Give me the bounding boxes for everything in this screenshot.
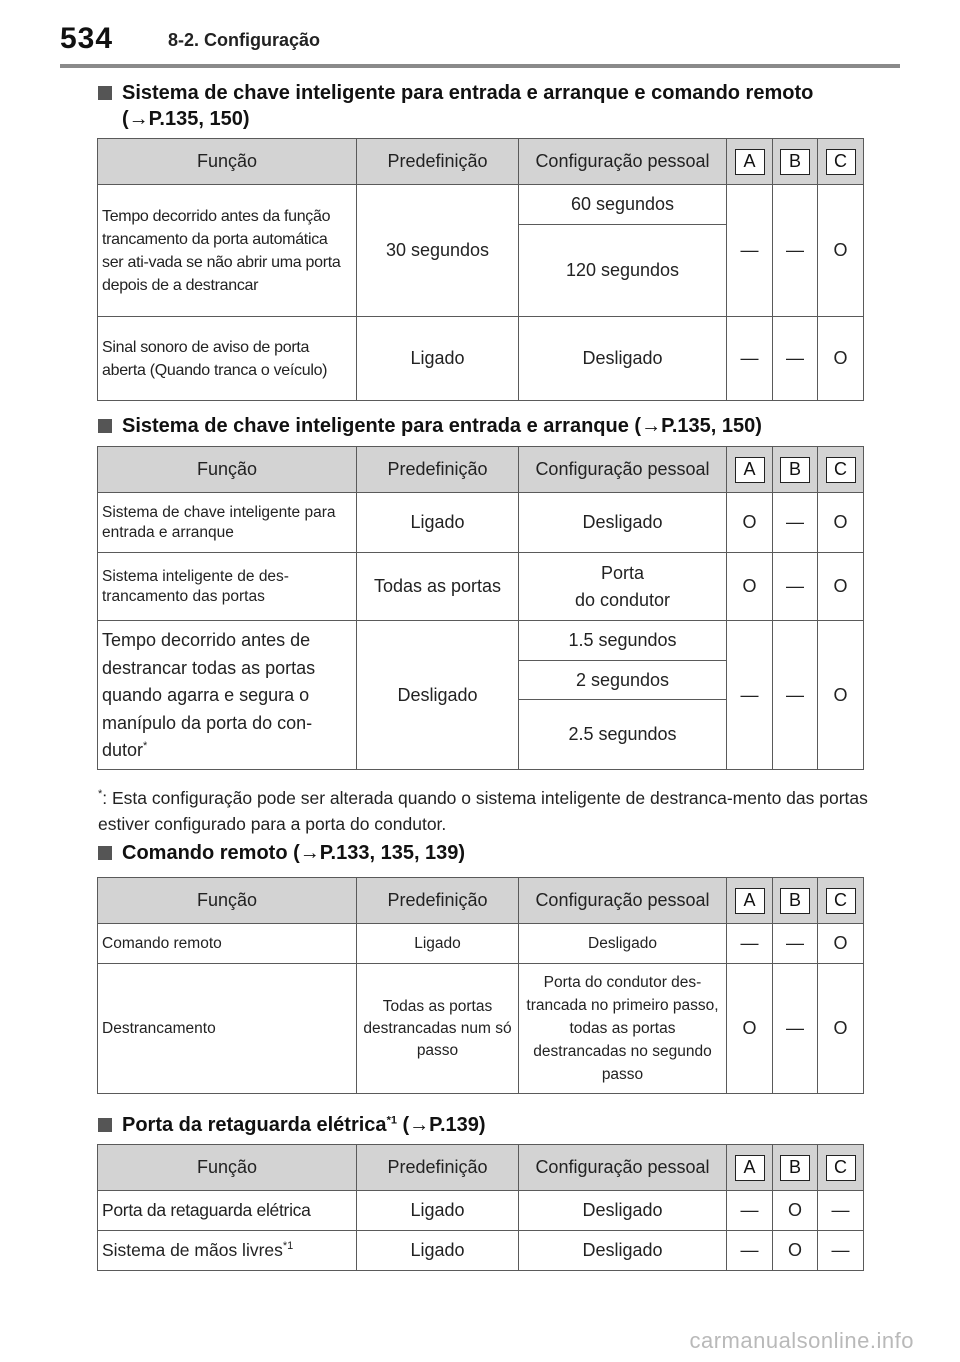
cell-b: — (773, 924, 818, 964)
cell-b: — (773, 964, 818, 1094)
table-remote (97, 877, 864, 1094)
cell-c: O (818, 317, 864, 401)
col-funcao: Função (98, 139, 357, 185)
header-rule (60, 64, 900, 68)
box-a: A (735, 1155, 765, 1181)
table-power-tailgate (97, 1144, 864, 1271)
cell-config: Desligado (519, 1231, 727, 1271)
box-c: C (826, 457, 856, 483)
cell-c: — (818, 1231, 864, 1271)
cell-predef: Desligado (357, 621, 519, 770)
cell-predef: Ligado (357, 1191, 519, 1231)
col-predefinicao: Predefinição (357, 139, 519, 185)
col-c (818, 447, 864, 493)
cell-a: O (727, 553, 773, 621)
cell-func (98, 621, 357, 770)
table-header-row (98, 139, 864, 185)
col-configuracao: Configuração pessoal (519, 1145, 727, 1191)
table-row (98, 1191, 864, 1231)
bullet-square-icon (98, 1118, 112, 1132)
cell-config: Porta do condutor des-trancada no primeiro passo, todas as portas destrancadas no segundo passo (519, 964, 727, 1094)
table-row (98, 621, 864, 661)
col-b (773, 878, 818, 924)
section-heading-smart-key (98, 413, 868, 439)
section-title-ref: (→P.139) (396, 1114, 486, 1136)
cell-a: O (727, 493, 773, 553)
cell-func: Sinal sonoro de aviso de porta aberta (Quando tranca o veículo) (98, 317, 357, 401)
cell-predef: Todas as portas (357, 553, 519, 621)
cell-a: — (727, 1231, 773, 1271)
table-row (98, 553, 864, 621)
cell-func: Sistema inteligente de des-trancamento das portas (98, 553, 357, 621)
cell-predef: 30 segundos (357, 185, 519, 317)
cell-b: — (773, 317, 818, 401)
cell-b: — (773, 185, 818, 317)
col-a (727, 447, 773, 493)
footnote (98, 785, 868, 837)
cell-b: — (773, 621, 818, 770)
config-line: do condutor (574, 589, 671, 610)
cell-option: 2.5 segundos (519, 700, 727, 770)
page-header (0, 0, 960, 68)
cell-config: Desligado (519, 493, 727, 553)
col-funcao: Função (98, 1145, 357, 1191)
box-c: C (826, 1155, 856, 1181)
section-heading-power-tailgate (98, 1112, 868, 1138)
table-smart-key (97, 446, 864, 770)
cell-config (519, 553, 727, 621)
box-b: B (780, 457, 810, 483)
cell-config: Desligado (519, 1191, 727, 1231)
footnote-mark: * (98, 788, 103, 801)
table-row (98, 1231, 864, 1271)
table-row (98, 493, 864, 553)
col-c (818, 139, 864, 185)
col-funcao: Função (98, 447, 357, 493)
section-heading-remote (98, 840, 868, 866)
cell-a: — (727, 924, 773, 964)
cell-option: 1.5 segundos (519, 621, 727, 661)
cell-c: O (818, 621, 864, 770)
table-smart-key-remote (97, 138, 864, 401)
footnote-mark: *1 (282, 1240, 294, 1253)
table-row (98, 185, 864, 225)
footnote-mark: *1 (386, 1114, 397, 1127)
cell-c: O (818, 964, 864, 1094)
func-line: manípulo da porta do con- (102, 712, 313, 733)
cell-predef: Ligado (357, 924, 519, 964)
col-b (773, 447, 818, 493)
table-row (98, 964, 864, 1094)
cell-option: 120 segundos (519, 225, 727, 317)
col-b (773, 1145, 818, 1191)
cell-a: — (727, 621, 773, 770)
box-a: A (735, 457, 765, 483)
cell-config: Desligado (519, 317, 727, 401)
cell-option: 60 segundos (519, 185, 727, 225)
cell-a: — (727, 1191, 773, 1231)
bullet-square-icon (98, 86, 112, 100)
cell-a: — (727, 185, 773, 317)
col-configuracao: Configuração pessoal (519, 878, 727, 924)
col-a (727, 1145, 773, 1191)
cell-b: O (773, 1191, 818, 1231)
table-row (98, 317, 864, 401)
cell-a: O (727, 964, 773, 1094)
box-c: C (826, 149, 856, 175)
func-line: dutor (102, 740, 144, 761)
section-title (98, 1112, 868, 1138)
cell-config: Desligado (519, 924, 727, 964)
box-a: A (735, 888, 765, 914)
section-title: Sistema de chave inteligente para entrada e arranque e comando remoto (→P.135, 150) (122, 82, 814, 130)
func-line: destrancar todas as portas (102, 657, 316, 678)
section-title: Sistema de chave inteligente para entrada e arranque (→P.135, 150) (122, 415, 762, 437)
cell-b: O (773, 1231, 818, 1271)
cell-c: O (818, 493, 864, 553)
col-b (773, 139, 818, 185)
cell-b: — (773, 553, 818, 621)
bullet-square-icon (98, 419, 112, 433)
func-line: quando agarra e segura o (102, 685, 310, 706)
col-funcao: Função (98, 878, 357, 924)
box-b: B (780, 888, 810, 914)
cell-option: 2 segundos (519, 661, 727, 700)
table-header-row (98, 878, 864, 924)
cell-func: Sistema de chave inteligente para entrada e arranque (98, 493, 357, 553)
cell-a: — (727, 317, 773, 401)
box-b: B (780, 149, 810, 175)
section-label: 8-2. Configuração (168, 30, 321, 50)
col-a (727, 139, 773, 185)
func-line: Tempo decorrido antes de (102, 630, 311, 651)
cell-func: Comando remoto (98, 924, 357, 964)
col-predefinicao: Predefinição (357, 1145, 519, 1191)
cell-c: — (818, 1191, 864, 1231)
func-text: Sistema de mãos livres (102, 1240, 283, 1260)
footnote-text: : Esta configuração pode ser alterada quando o sistema inteligente de destranca-mento das portas estiver configurado para a porta do condutor. (98, 788, 868, 834)
table-row (98, 924, 864, 964)
col-predefinicao: Predefinição (357, 878, 519, 924)
table-header-row (98, 1145, 864, 1191)
col-predefinicao: Predefinição (357, 447, 519, 493)
bullet-square-icon (98, 846, 112, 860)
cell-predef: Ligado (357, 1231, 519, 1271)
col-c (818, 878, 864, 924)
cell-func (98, 1231, 357, 1271)
footnote-mark: * (143, 740, 148, 753)
table-header-row (98, 447, 864, 493)
cell-func: Destrancamento (98, 964, 357, 1094)
page-number: 534 (60, 22, 114, 55)
col-a (727, 878, 773, 924)
cell-b: — (773, 493, 818, 553)
section-title-text: Porta da retaguarda elétrica (122, 1114, 387, 1136)
section-title: Comando remoto (→P.133, 135, 139) (122, 842, 466, 864)
cell-func: Porta da retaguarda elétrica (98, 1191, 357, 1231)
cell-predef: Ligado (357, 317, 519, 401)
box-a: A (735, 149, 765, 175)
cell-predef: Ligado (357, 493, 519, 553)
col-configuracao: Configuração pessoal (519, 139, 727, 185)
cell-c: O (818, 924, 864, 964)
cell-c: O (818, 185, 864, 317)
col-configuracao: Configuração pessoal (519, 447, 727, 493)
watermark: carmanualsonline.info (689, 1328, 914, 1353)
section-heading-smart-key-remote (98, 80, 868, 132)
box-b: B (780, 1155, 810, 1181)
cell-func: Tempo decorrido antes da função trancamento da porta automática ser ati-vada se não abrir uma porta depois de a destrancar (98, 185, 357, 317)
config-line: Porta (600, 562, 645, 583)
box-c: C (826, 888, 856, 914)
col-c (818, 1145, 864, 1191)
cell-predef: Todas as portas destrancadas num só passo (357, 964, 519, 1094)
cell-c: O (818, 553, 864, 621)
